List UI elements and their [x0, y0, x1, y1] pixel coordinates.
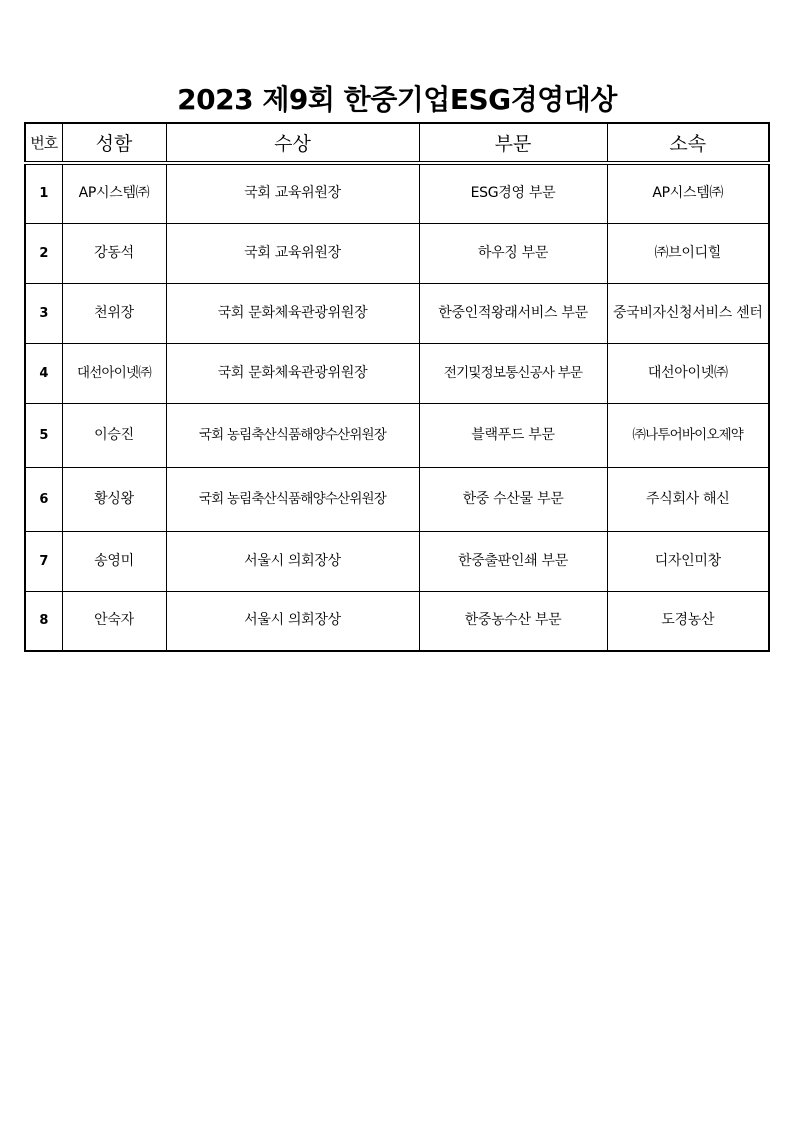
row-number: 1 [25, 163, 62, 223]
row-award: 서울시 의회장상 [166, 531, 419, 591]
row-affiliation: 주식회사 해신 [607, 467, 769, 531]
row-affiliation: 대선아이넷㈜ [607, 343, 769, 403]
row-category: 한중 수산물 부문 [419, 467, 607, 531]
row-number: 7 [25, 531, 62, 591]
row-category: 한중농수산 부문 [419, 591, 607, 651]
row-number: 8 [25, 591, 62, 651]
table-row [25, 591, 769, 651]
row-affiliation: 중국비자신청서비스 센터 [607, 283, 769, 343]
row-affiliation: ㈜브이디힐 [607, 223, 769, 283]
page-title: 2023 제9회 한중기업ESG경영대상 [177, 83, 617, 116]
row-name: 강동석 [62, 223, 166, 283]
table-header-row [25, 123, 769, 163]
row-number: 2 [25, 223, 62, 283]
row-number: 5 [25, 403, 62, 467]
row-name: 천위장 [62, 283, 166, 343]
row-award: 국회 문화체육관광위원장 [166, 283, 419, 343]
row-name: 송영미 [62, 531, 166, 591]
row-name: 안숙자 [62, 591, 166, 651]
row-award: 국회 문화체육관광위원장 [166, 343, 419, 403]
row-name: 황싱왕 [62, 467, 166, 531]
header-category: 부문 [419, 123, 607, 163]
row-affiliation: ㈜나투어바이오제약 [607, 403, 769, 467]
row-award: 국회 교육위원장 [166, 163, 419, 223]
row-category: 블랙푸드 부문 [419, 403, 607, 467]
row-award: 서울시 의회장상 [166, 591, 419, 651]
row-affiliation: 도경농산 [607, 591, 769, 651]
row-number: 4 [25, 343, 62, 403]
row-number: 3 [25, 283, 62, 343]
header-name: 성함 [62, 123, 166, 163]
row-name: 이승진 [62, 403, 166, 467]
table-row [25, 223, 769, 283]
header-affiliation: 소속 [607, 123, 769, 163]
row-category: 하우징 부문 [419, 223, 607, 283]
row-award: 국회 교육위원장 [166, 223, 419, 283]
row-category: 한중출판인쇄 부문 [419, 531, 607, 591]
row-affiliation: 디자인미창 [607, 531, 769, 591]
table-row [25, 343, 769, 403]
table-row [25, 467, 769, 531]
row-name: 대선아이넷㈜ [62, 343, 166, 403]
table-row [25, 283, 769, 343]
table-row [25, 403, 769, 467]
row-category: 한중인적왕래서비스 부문 [419, 283, 607, 343]
awards-table [24, 122, 770, 652]
row-number: 6 [25, 467, 62, 531]
row-award: 국회 농림축산식품해양수산위원장 [166, 403, 419, 467]
table-row [25, 163, 769, 223]
header-award: 수상 [166, 123, 419, 163]
row-name: AP시스템㈜ [62, 163, 166, 223]
header-number: 번호 [25, 123, 62, 163]
row-category: ESG경영 부문 [419, 163, 607, 223]
row-affiliation: AP시스템㈜ [607, 163, 769, 223]
row-award: 국회 농림축산식품해양수산위원장 [166, 467, 419, 531]
row-category: 전기및정보통신공사 부문 [419, 343, 607, 403]
table-row [25, 531, 769, 591]
